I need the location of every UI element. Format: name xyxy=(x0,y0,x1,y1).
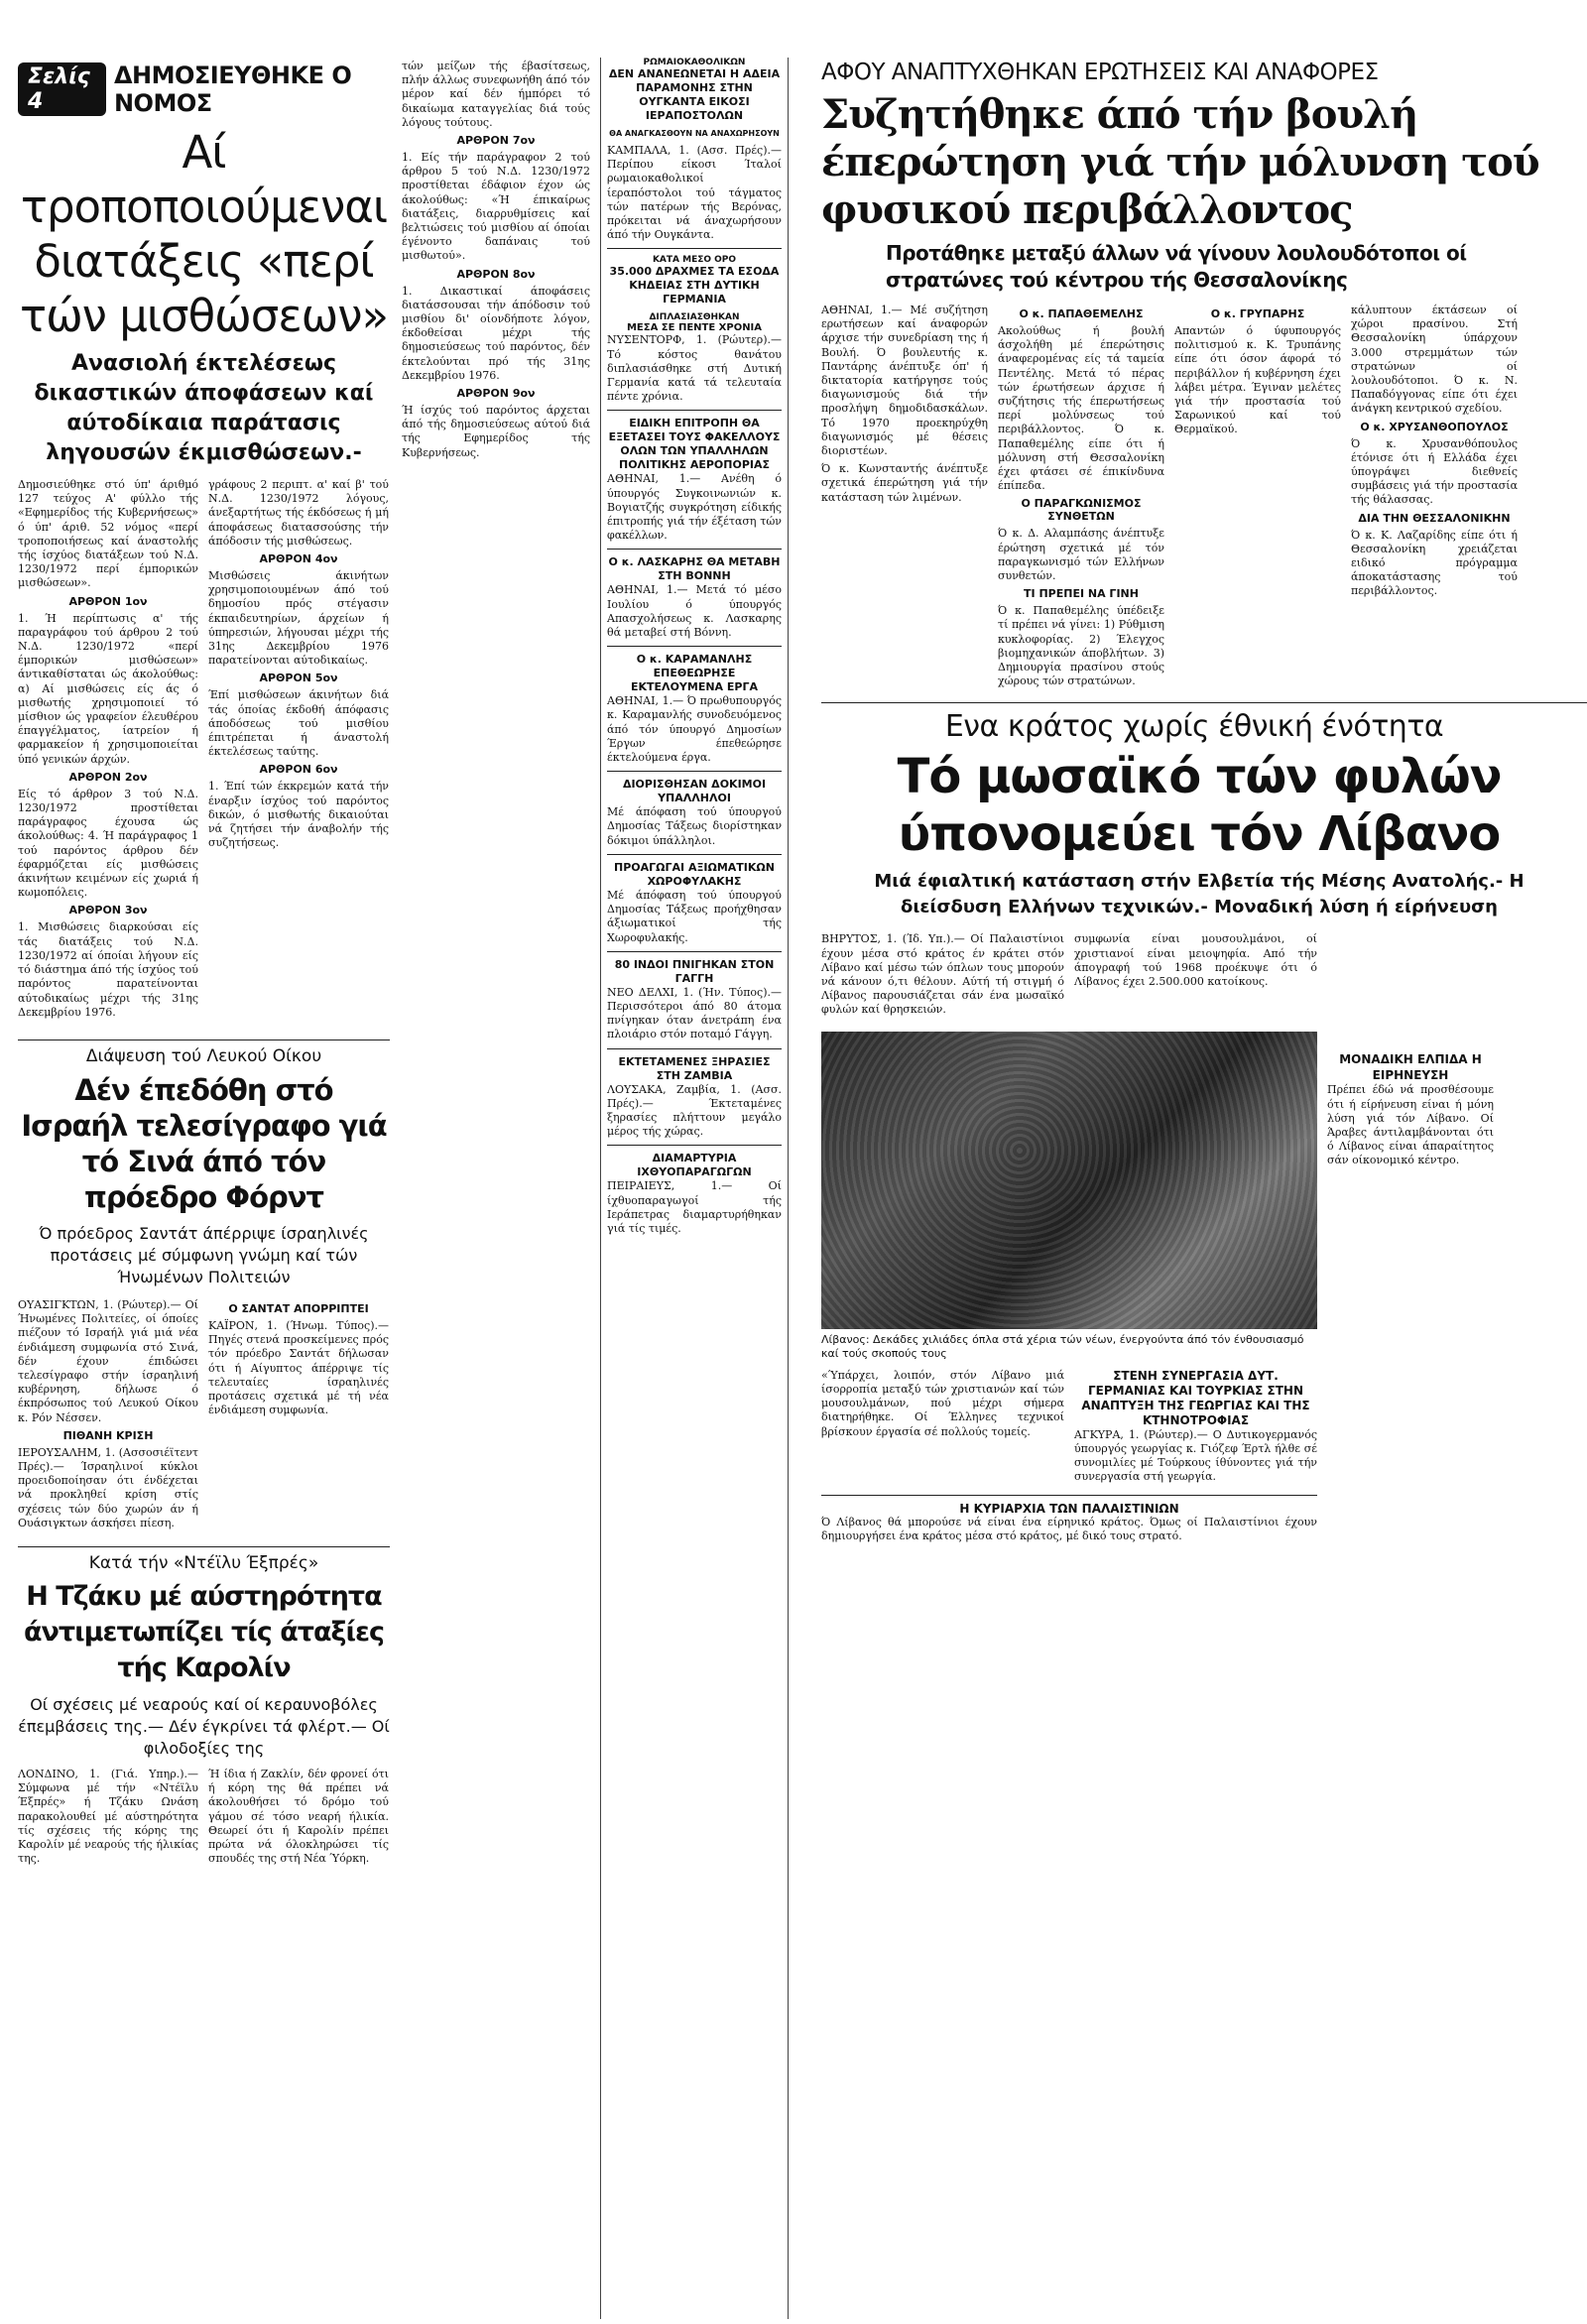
news4-text: ΑΘΗΝΑΙ, 1.— Ανέθη ό ύπουργός Συγκοινωνιών κ. Βογιατζής συγκρότηση είδικής έπιτροπής γιά τήν έξέταση τών φακέλλων. xyxy=(607,472,782,543)
news1-headline: ΔΕΝ ΑΝΑΝΕΩΝΕΤΑΙ Η ΑΔΕΙΑ ΠΑΡΑΜΟΝΗΣ ΣΤΗΝ ΟΥΓΚΑΝΤΑ ΕΙΚΟΣΙ ΙΕΡΑΠΟΣΤΟΛΩΝ xyxy=(608,67,781,122)
news4-headline: ΕΙΔΙΚΗ ΕΠΙΤΡΟΠΗ ΘΑ ΕΞΕΤΑΣΕΙ ΤΟΥΣ ΦΑΚΕΛΛΟΥΣ ΟΛΩΝ ΤΩΝ ΥΠΑΛΛΗΛΩΝ ΠΟΛΙΤΙΚΗΣ ΑΕΡΟΠΟΡΙΑΣ xyxy=(608,417,781,472)
right-text-b-title: Ο κ. ΠΑΠΑΘΕΜΕΛΗΣ xyxy=(1019,307,1144,320)
news8-text: Μέ άπόφαση τού ύπουργού Δημοσίας Τάξεως προήχθησαν άξιωματικοί τής Χωροφυλακής. xyxy=(607,888,782,944)
article-2-text: Είς τό άρθρον 3 τού Ν.Δ. 1230/1972 προστίθεται παράγραφος έχουσα ώς άκολούθως: 4. Ή παράγραφος 1 τού παρόντος άρθρου δέν έφαρμόζεται είς μισθώσεις άκινήτων κειμένων είς χωριά ή κωμοπόλεις. xyxy=(18,787,198,900)
right-text-d3: Ό κ. Κ. Λαζαρίδης είπε ότι ή Θεσσαλονίκη χρειάζεται ειδικό πρόγραμμα άποκατάστασης τού περιβάλλοντος. xyxy=(1351,528,1518,598)
story3-subhead: Οί σχέσεις μέ νεαρούς καί οί κεραυνοβόλες έπεμβάσεις της.— Δέν έγκρίνει τά φλέρτ.— Οί φιλοδοξίες της xyxy=(18,1694,390,1758)
right-text-b: Ακολούθως ή βουλή άσχολήθη μέ έπερώτησις άναφερομένας είς τά ταμεία Πεντέλης. Μετά τό πέρας τών έρωτήσεων άρχισε ή συζήτησις τής έπερωτήσεως περί μολύνσεως τού περιβάλλοντος. Ό κ. Παπαθεμέλης είπε ότι ή μόλυνση στή Θεσσαλονίκη έχει φτάσει σέ έπικίνδυνα έπίπεδα. xyxy=(998,324,1164,493)
news3-headline: ΜΕΣΑ ΣΕ ΠΕΝΤΕ ΧΡΟΝΙΑ xyxy=(626,322,763,334)
right-kicker: ΑΦΟΥ ΑΝΑΠΤΥΧΘΗΚΑΝ ΕΡΩΤΗΣΕΙΣ ΚΑΙ ΑΝΑΦΟΡΕΣ xyxy=(821,60,1379,85)
story2-text: ΟΥΑΣΙΓΚΤΩΝ, 1. (Ρώυτερ).— Οί Ήνωμένες Πολιτείες, οί όποίες πιέζουν τό Ισραήλ γιά μιά νέα ένδιάμεση συμφωνία στό Σινά, δέν έχουν έπιδώσει τελεσίγραφο στήν ίσραηλινή κυβέρνηση, δήλωσε ό έκπρόσωπος τού Λευκού Οίκου κ. Ρόν Νέσσεν. xyxy=(18,1297,198,1424)
right-text-d: κάλυπτουν έκτάσεων οί χώροι πρασίνου. Στή Θεσσαλονίκη ύπάρχουν 3.000 στρεμμάτων τών στρατώνων οί λουλουδότοποι. Ό κ. Ν. Παπαδόγγονας είπε ότι έχει άνάγκη κεντρικού σχεδίου. xyxy=(1351,304,1518,416)
news3-kicker: ΔΙΠΛΑΣΙΑΣΘΗΚΑΝ xyxy=(649,312,740,323)
article-7-title: ΑΡΘΡΟΝ 7ον xyxy=(456,134,536,148)
article-1-title: ΑΡΘΡΟΝ 1ον xyxy=(68,594,148,608)
news8-headline: ΠΡΟΑΓΩΓΑΙ ΑΞΙΩΜΑΤΙΚΩΝ ΧΩΡΟΦΥΛΑΚΗΣ xyxy=(614,860,775,888)
article-9-title: ΑΡΘΡΟΝ 9ον xyxy=(456,387,536,401)
right-text-a2: Ό κ. Κωνσταντής άνέπτυξε σχετικά έπερώτηση γιά τήν κατάσταση τών λιμένων. xyxy=(821,462,988,504)
article-3-text: 1. Μισθώσεις διαρκούσαι είς τάς διατάξεις τού Ν.Δ. 1230/1972 αί όποίαι λήγουν είς τό διάστημα άπό τής ίσχύος τού παρόντος παρατείνονται αύτοδικαίως μέχρι τής 31ης Δεκεμβρίου 1976. xyxy=(18,920,198,1019)
article-8-title: ΑΡΘΡΟΝ 8ον xyxy=(456,267,536,281)
col2-text-a: γράφους 2 περιπτ. α' καί β' τού Ν.Δ. 1230/1972 λόγους, άνεξαρτήτως τής έκδόσεως ή μή άποφάσεως διατασσούσης τήν άπόδοσιν τής μισθώσεως. xyxy=(208,478,389,548)
news6-text: ΑΘΗΝΑΙ, 1.— Ό πρωθυπουργός κ. Καραμανλής συνοδευόμενος άπό τόν ύπουργό Δημοσίων Έργων έπεθεώρησε έκτελούμενα έργα. xyxy=(607,694,782,765)
kicker: ΔΗΜΟΣΙΕΥΘΗΚΕ Ο ΝΟΜΟΣ xyxy=(113,61,352,117)
article-2-title: ΑΡΘΡΟΝ 2ον xyxy=(68,770,148,784)
turkey-headline: ΣΤΕΝΗ ΣΥΝΕΡΓΑΣΙΑ ΔΥΤ. ΓΕΡΜΑΝΙΑΣ ΚΑΙ ΤΟΥΡΚΙΑΣ ΣΤΗΝ ΑΝΑΠΤΥΞΗ ΤΗΣ ΓΕΩΡΓΙΑΣ ΚΑΙ ΤΗΣ ΚΤΗΝΟΤΡΟΦΙΑΣ xyxy=(1081,1368,1310,1427)
right-subhead: Προτάθηκε μεταξύ άλλων νά γίνουν λουλουδότοποι οί στρατώνες τού κέντρου τής Θεσσαλονίκης xyxy=(886,241,1467,292)
news10-headline: ΕΚΤΕΤΑΜΕΝΕΣ ΞΗΡΑΣΙΕΣ ΣΤΗ ΖΑΜΒΙΑ xyxy=(618,1054,771,1082)
story2-kicker: Διάψευση τού Λευκού Οίκου xyxy=(85,1045,322,1066)
article-3-title: ΑΡΘΡΟΝ 3ον xyxy=(68,904,148,917)
right-text-b3-title: ΤΙ ΠΡΕΠΕΙ ΝΑ ΓΙΝΗ xyxy=(1024,587,1139,601)
news5-headline: Ο κ. ΛΑΣΚΑΡΗΣ ΘΑ ΜΕΤΑΒΗ ΣΤΗ ΒΟΝΝΗ xyxy=(608,555,781,583)
right-headline: Συζητήθηκε άπό τήν βουλή έπερώτηση γιά τήν μόλυνση τού φυσικού περιβάλλοντος xyxy=(821,91,1539,233)
right-section xyxy=(801,0,1587,2324)
article-5-title: ΑΡΘΡΟΝ 5ον xyxy=(259,672,338,685)
intro-text: Δημοσιεύθηκε στό ύπ' άριθμό 127 τεύχος Α' φύλλο τής «Εφημερίδος τής Κυβερνήσεως» ό ύπ' άριθ. 52 νόμος «περί τροποποιήσεως καί άναστολής τής ίσχύος διατάξεων τού Ν.Δ. 1230/1972 περί έμπορικών μισθώσεων». xyxy=(18,478,198,590)
article-5-text: Έπί μισθώσεων άκινήτων διά τάς όποίας έκδοθή άπόφασις άποδόσεως τού μισθίου έπιτρέπεται ή άναστολή έκτελέσεως ταύτης. xyxy=(208,688,389,759)
story-sadat-kicker: Ο ΣΑΝΤΑΤ ΑΠΟΡΡΙΠΤΕΙ xyxy=(228,1301,369,1315)
article-6-title: ΑΡΘΡΟΝ 6ον xyxy=(259,763,338,777)
column-1 xyxy=(18,0,390,2324)
right-text-a: ΑΘΗΝΑΙ, 1.— Μέ συζήτηση ερωτήσεων καί άναφορών άρχισε τήν συνεδρίαση της ή Βουλή. Ό βουλευτής κ. Παντάρης άνέπτυξε όπ' ή δικτατορία κατήργησε τούς διαγωνισμούς διά τήν προσλήψη δημοδιδασκάλων. Τό 1970 προεκηρύχθη διαγωνισμός μέ θέσεις διοριστέων. xyxy=(821,304,988,458)
right-text-c: Απαντών ό ύφυπουργός πολιτισμού κ. Κ. Τρυπάνης είπε ότι όσον άφορά τό περιβάλλον ή κυβέρνηση έχει λάβει μέτρα. Έγιναν μελέτες γιά τήν προστασία τού Σαρωνικού καί τού Θερμαϊκού. xyxy=(1174,324,1341,436)
lebanon-text3: «Ύπάρχει, λοιπόν, στόν Λίβανο μιά ίσορροπία μεταξύ τών χριστιανών καί τών μουσουλμάνων, πού μέχρι σήμερα διατηρήθηκε. Οί Έλληνες τεχνικοί βρίσκουν έργασία σέ πολλούς τομείς. xyxy=(821,1368,1064,1438)
right-text-b2-title: Ο ΠΑΡΑΓΚΩΝΙΣΜΟΣ ΣΥΝΘΕΤΩΝ xyxy=(1021,497,1142,524)
news2-headline: 35.000 ΔΡΑΧΜΕΣ ΤΑ ΕΣΟΔΑ ΚΗΔΕΙΑΣ ΣΤΗ ΔΥΤΙΚΗ ΓΕΡΜΑΝΙΑ xyxy=(609,265,780,306)
photo-caption: Λίβανος: Δεκάδες χιλιάδες όπλα στά χέρια τών νέων, ένεργούντα άπό τόν ένθουσιασμό καί τούς σκοπούς τους xyxy=(821,1332,1304,1360)
news11-headline: ΔΙΑΜΑΡΤΥΡΙΑ ΙΧΘΥΟΠΑΡΑΓΩΓΩΝ xyxy=(637,1152,752,1179)
story3-tail-text: Ή ίδια ή Ζακλίν, δέν φρονεί ότι ή κόρη της θά πρέπει νά άκολουθήσει τό δρόμο τού γάμου σέ τόσο νεαρή ήλικία. Θεωρεί ότι ή Καρολίν πρέπει πρώτα νά όλοκληρώσει τίς σπουδές της στή Νέα Ύόρκη. xyxy=(208,1767,389,1866)
news9-headline: 80 ΙΝΔΟΙ ΠΝΙΓΗΚΑΝ ΣΤΟΝ ΓΑΓΓΗ xyxy=(614,957,775,985)
story2-crisis-title: ΠΙΘΑΝΗ ΚΡΙΣΗ xyxy=(62,1428,154,1442)
article-7-text: 1. Είς τήν παράγραφον 2 τού άρθρου 5 τού Ν.Δ. 1230/1972 προστίθεται έδάφιον έχον ώς άκολούθως: «Ή έπικαίρως διατάξεις, διαρρυθμίσεις καί βελτιώσεις τού μισθίου αί όποίαι έγένοντο δαπάναις τού μισθωτού». xyxy=(402,151,590,263)
news9-text: ΝΕΟ ΔΕΛΧΙ, 1. (Ήν. Τύπος).— Περισσότεροι άπό 80 άτομα πνίγηκαν όταν άνετράπη ένα πλοιάριο στόν ποταμό Γάγγη. xyxy=(607,985,782,1041)
story2-headline: Δέν έπεδόθη στό Ισραήλ τελεσίγραφο γιά τό Σινά άπό τόν πρόεδρο Φόρντ xyxy=(21,1072,387,1214)
article-4-title: ΑΡΘΡΟΝ 4ον xyxy=(259,552,338,566)
column-4 xyxy=(600,58,789,2319)
article-6-text: 1. Έπί τών έκκρεμών κατά τήν έναρξιν ίσχύος τού παρόντος δικών, ό μισθωτής δικαιούται νά ζητήσει τήν άναβολήν τής συζητήσεως. xyxy=(208,780,389,850)
story3-kicker: Κατά τήν «Ντέϊλυ Έξπρές» xyxy=(88,1552,319,1573)
lebanon-kicker: Ενα κράτος χωρίς έθνική ένότητα xyxy=(944,709,1444,745)
news2-kicker: ΚΑΤΑ ΜΕΣΟ ΟΡΟ xyxy=(652,255,737,266)
palestinians-headline: Η ΚΥΡΙΑΡΧΙΑ ΤΩΝ ΠΑΛΑΙΣΤΙΝΙΩΝ xyxy=(959,1501,1179,1516)
story3-text: ΛΟΝΔΙΝΟ, 1. (Γιά. Υπηρ.).— Σύμφωνα μέ τήν «Ντέϊλυ Έξπρές» ή Τζάκυ Ωνάση παρακολουθεί μέ αύστηρότητα τίς σχέσεις τής κόρης της Καρολίν μέ νεαρούς τής ήλικίας της. xyxy=(18,1767,198,1866)
story3-headline: Η Τζάκυ μέ αύστηρότητα άντιμετωπίζει τίς άταξίες τής Καρολίν xyxy=(23,1580,385,1683)
article-4-text: Μισθώσεις άκινήτων χρησιμοποιουμένων άπό τού δημοσίου πρός στέγασιν έκπαιδευτηρίων, άρχείων ή ύπηρεσιών, λήγουσαι μέχρι τής 31ης Δεκεμβρίου 1976 παρατείνονται αύτοδικαίως. xyxy=(208,569,389,668)
right-text-d2: Ό κ. Χρυσανθόπουλος έτόνισε ότι ή Ελλάδα έχει ύπογράψει διεθνείς συμβάσεις γιά τήν προστασία τής θάλασσας. xyxy=(1351,436,1518,507)
news7-headline: ΔΙΟΡΙΣΘΗΣΑΝ ΔΟΚΙΜΟΙ ΥΠΑΛΛΗΛΟΙ xyxy=(622,778,767,805)
news10-text: ΛΟΥΣΑΚΑ, Ζαμβία, 1. (Ασσ. Πρές).— Έκτεταμένες ξηρασίες πλήττουν μεγάλο μέρος τής χώρας. xyxy=(607,1082,782,1139)
right-text-b2: Ό κ. Δ. Αλαμπάσης άνέπτυξε έρώτηση σχετικά μέ τόν παραγκωνισμό τών Ελλήνων συνθετών. xyxy=(998,527,1164,583)
article-8-text: 1. Δικαστικαί άποφάσεις διατάσσουσαι τήν άπόδοσιν τού μισθίου δι' οίονδήποτε λόγον, έκδοθείσαι μέχρι τής δημοσιεύσεως τού παρόντος, δέν έκτελούνται πρό τής 31ης Δεκεμβρίου 1976. xyxy=(402,284,590,382)
news3-text: ΝΥΣΕΝΤΟΡΦ, 1. (Ρώυτερ).— Τό κόστος θανάτου διπλασιάσθηκε στή Δυτική Γερμανία κατά τά τελευταία πέντε χρόνια. xyxy=(607,333,782,404)
hope-title: ΜΟΝΑΔΙΚΗ ΕΛΠΙΔΑ Η ΕΙΡΗΝΕΥΣΗ xyxy=(1339,1052,1482,1083)
headline: Αί τροποποιούμεναι διατάξεις «περί τών μισθώσεων» xyxy=(19,126,388,342)
lebanon-photo xyxy=(821,1032,1317,1329)
news1-sub: ΘΑ ΑΝΑΓΚΑΣΘΟΥΝ ΝΑ ΑΝΑΧΩΡΗΣΟΥΝ xyxy=(609,129,780,138)
hope-text: Πρέπει έδώ νά προσθέσουμε ότι ή είρήνευση είναι ή μόνη λύση γιά τόν Λίβανο. Οί Άραβες άντιλαμβάνονται ότι ό Λίβανος είναι άπαραίτητος σάν οίκονομικό κέντρο. xyxy=(1327,1083,1494,1167)
col3-text: τών μείζων τής έβασίτσεως, πλήν άλλως συνεφωνήθη άπό τόν μέρον καί δέν ήμπόρει τό δικαίωμα καταγγελίας διά τούς λόγους τούτους. xyxy=(402,60,590,129)
right-text-b3: Ό κ. Παπαθεμέλης ύπέδειξε τί πρέπει νά γίνει: 1) Ρύθμιση κυκλοφορίας. 2) Έλεγχος βιομηχανικών άποβλήτων. 3) Δημιουργία πρασίνου στούς χώρους τών στρατώνων. xyxy=(998,604,1164,688)
story2-subhead: Ό πρόεδρος Σαντάτ άπέρριψε ίσραηλινές προτάσεις μέ σύμφωνη γνώμη καί τών Ήνωμένων Πολιτειών xyxy=(39,1223,369,1286)
article-9-text: Ή ίσχύς τού παρόντος άρχεται άπό τής δημοσιεύσεως αύτού διά τής Εφημερίδος τής Κυβερνήσεως. xyxy=(402,404,590,459)
news7-text: Μέ άπόφαση τού ύπουργού Δημοσίας Τάξεως διορίστηκαν δόκιμοι ύπάλληλοι. xyxy=(607,805,782,847)
subhead: Ανασιολή έκτελέσεως δικαστικών άποφάσεων καί αύτοδίκαια παράτασις ληγουσών έκμισθώσεων.- xyxy=(34,351,374,465)
lebanon-subhead: Μιά έφιαλτική κατάσταση στήν Ελβετία τής Μέσης Ανατολής.- Η διείσδυση Ελλήνων τεχνικών.- Μοναδική λύση ή είρήνευση xyxy=(874,871,1525,918)
section-tag: Σελίς 4 xyxy=(18,62,106,116)
palestinians-text: Ό Λίβανος θά μπορούσε νά είναι ένα είρηνικό κράτος. Όμως οί Παλαιστίνιοι έχουν δημιουργήσει ένα κράτος μέσα στό κράτος, μέ δικό τους στρατό. xyxy=(821,1515,1317,1542)
lebanon-text: ΒΗΡΥΤΟΣ, 1. (Ίδ. Υπ.).— Οί Παλαιστίνιοι έχουν μέσα στό κράτος έν κράτει στόν Λίβανο καί μέσω τών όπλων τους μπορούν νά κάνουν ό,τι θέλουν. Αύτή τή στιγμή ό Λίβανος παρουσιάζεται σάν ένα μωσαϊκό φυλών καί θρησκειών. xyxy=(821,932,1064,1017)
turkey-text: ΑΓΚΥΡΑ, 1. (Ρώυτερ).— Ο Δυτικογερμανός ύπουργός γεωργίας κ. Γιόζεφ Έρτλ ήλθε σέ συνομιλίες μέ Τούρκους ίθύνοντες γιά τήν συνεργασία στή γεωργία. xyxy=(1074,1427,1317,1484)
news1-kicker: ΡΩΜΑΙΟΚΑΘΟΛΙΚΩΝ xyxy=(643,58,746,67)
news5-text: ΑΘΗΝΑΙ, 1.— Μετά τό μέσο Ιουλίου ό ύπουργός Απασχολήσεως κ. Λασκαρης θά μεταβεί στή Βόννη. xyxy=(607,583,782,640)
news11-text: ΠΕΙΡΑΙΕΥΣ, 1.— Οί ίχθυοπαραγωγοί τής Ιεράπετρας διαμαρτυρήθηκαν γιά τίς τιμές. xyxy=(607,1179,782,1235)
news6-headline: Ο κ. ΚΑΡΑΜΑΝΛΗΣ ΕΠΕΘΕΩΡΗΣΕ ΕΚΤΕΛΟΥΜΕΝΑ ΕΡΓΑ xyxy=(631,653,758,694)
article-1-text: 1. Ή περίπτωσις α' τής παραγράφου τού άρθρου 2 τού Ν.Δ. 1230/1972 «περί έμπορικών μισθώσεων» άντικαθίσταται ώς άκολούθως: α) Αί μισθώσεις είς άς ό μισθωτής χρησιμοποιεί τό μίσθιον ώς γραφείον έλευθέρου έπαγγέλματος, ίατρείον ή φαρμακείον ή χρησιμοποιείται ύπό γενικών άρχών. xyxy=(18,611,198,766)
lebanon-text2: συμφωνία είναι μουσουλμάνοι, οί χριστιανοί είναι μειοψηφία. Από τήν άπογραφή τού 1968 προέκυψε ότι ό Λίβανος έχει 2.500.000 κατοίκους. xyxy=(1074,932,1317,989)
story-sadat-text: ΚΑΪΡΟΝ, 1. (Ήνωμ. Τύπος).— Πηγές στενά προσκείμενες πρός τόν πρόεδρο Σαντάτ δήλωσαν ότι ή Αίγυπτος άπέρριψε τίς τελευταίες ίσραηλινές προτάσεις σχετικά μέ τή νέα ένδιάμεση συμφωνία. xyxy=(208,1318,389,1417)
story2-crisis-text: ΙΕΡΟΥΣΑΛΗΜ, 1. (Ασσοσιέϊτεντ Πρές).— Ίσραηλινοί κύκλοι προειδοποίησαν ότι ένδέχεται νά προκληθεί κρίση στίς σχέσεις τών δύο χωρών άν ή Ουάσιγκτων άσκήσει πίεση. xyxy=(18,1445,198,1529)
right-text-c-title: Ο κ. ΓΡΥΠΑΡΗΣ xyxy=(1210,307,1305,320)
news1-text: ΚΑΜΠΑΛΑ, 1. (Ασσ. Πρές).— Περίπου είκοσι Ίταλοί ρωμαιοκαθολικοί ίεραπόστολοι τού τάγματος τών πατέρων τής Βερόνας, πρόκειται νά άναχωρήσουν άπό τήν Ουγκάντα. xyxy=(607,144,782,242)
right-text-d-title: Ο κ. ΧΡΥΣΑΝΘΟΠΟΥΛΟΣ xyxy=(1360,420,1509,433)
lebanon-headline: Τό μωσαϊκό τών φυλών ύπονομεύει τόν Λίβανο xyxy=(897,749,1502,863)
column-3 xyxy=(402,60,590,2311)
right-text-d3-title: ΔΙΑ ΤΗΝ ΘΕΣΣΑΛΟΝΙΚΗΝ xyxy=(1358,511,1511,525)
